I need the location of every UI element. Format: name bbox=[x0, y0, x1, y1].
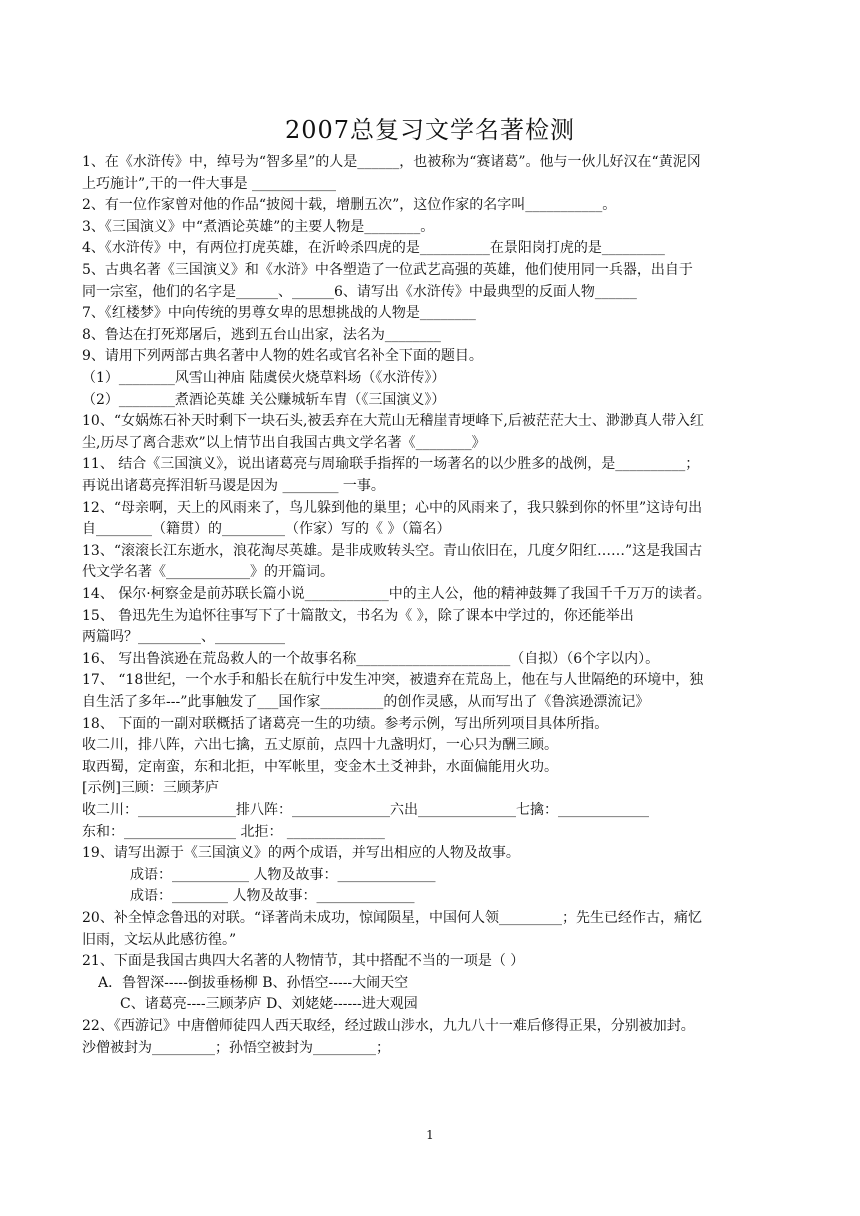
text-line: 取西蜀，定南蛮，东和北拒，中军帐里，变金木土爻神卦，水面偏能用火功。 bbox=[82, 758, 558, 775]
text-line: 12、“母亲啊，天上的风雨来了，鸟儿躲到他的巢里；心中的风雨来了，我只躲到你的怀里”这诗句出 bbox=[82, 499, 703, 516]
text-line: 8、鲁达在打死郑屠后，逃到五台山出家，法名为________ bbox=[82, 326, 441, 343]
text-line: 18、 下面的一副对联概括了诸葛亮一生的功绩。参考示例，写出所列项目具体所指。 bbox=[82, 715, 609, 732]
text-line: 上巧施计”,干的一件大事是 ____________ bbox=[82, 175, 337, 192]
text-line: 自________（籍贯）的_________（作家）写的《 》（篇名） bbox=[82, 521, 451, 538]
text-line: 再说出诸葛亮挥泪斩马谡是因为 ________ 一事。 bbox=[82, 478, 385, 494]
page-number: 1 bbox=[426, 1128, 434, 1142]
text-line: 11、 结合《三国演义》，说出诸葛亮与周瑜联手指挥的一场著名的以少胜多的战例，是__________； bbox=[82, 456, 700, 473]
text-line: 22、《西游记》中唐僧师徒四人西天取经，经过跋山涉水，九九八十一难后修得正果，分别被加封。 bbox=[82, 1018, 695, 1034]
text-line: 收二川：______________排八阵：______________六出______________七擒：_____________ bbox=[82, 802, 649, 818]
text-line: 成语：________ 人物及故事：______________ bbox=[130, 888, 415, 905]
text-line: 自生活了多年---”此事触发了___国作家_________的创作灵感，从而写出了《鲁滨逊漂流记》 bbox=[82, 694, 650, 710]
text-line: 14、 保尔·柯察金是前苏联长篇小说____________中的主人公，他的精神鼓舞了我国千千万万的读者。 bbox=[82, 586, 711, 602]
text-line: A．鲁智深-----倒拔垂杨柳 B、孙悟空-----大闹天空 bbox=[98, 974, 409, 991]
text-line: 4、《水浒传》中，有两位打虎英雄，在沂岭杀四虎的是__________在景阳岗打虎的是_________ bbox=[82, 240, 665, 257]
text-line: 5、古典名著《三国演义》和《水浒》中各塑造了一位武艺高强的英雄，他们使用同一兵器，出自于 bbox=[82, 262, 693, 278]
document-title: 2007总复习文学名著检测 bbox=[284, 116, 576, 144]
text-line: 7、《红楼梦》中向传统的男尊女卑的思想挑战的人物是________ bbox=[82, 305, 476, 322]
text-line: 13、“滚滚长江东逝水，浪花淘尽英雄。是非成败转头空。青山依旧在，几度夕阳红……”这是我国古 bbox=[82, 542, 703, 559]
text-line: [示例]三顾：三顾茅庐 bbox=[82, 780, 219, 797]
text-line: 1、在《水浒传》中，绰号为“智多星”的人是______，也被称为“赛诸葛”。他与一伙儿好汉在“黄泥冈 bbox=[82, 154, 701, 170]
text-line: 15、 鲁迅先生为追怀往事写下了十篇散文，书名为《 》，除了课本中学过的，你还能举出 bbox=[82, 607, 634, 624]
text-line: 16、 写出鲁滨逊在荒岛救人的一个故事名称______________________（自拟）（6个字以内）。 bbox=[82, 650, 660, 667]
text-line: 21、下面是我国古典四大名著的人物情节，其中搭配不当的一项是（ ） bbox=[82, 953, 525, 970]
text-line: 代文学名著《____________》的开篇词。 bbox=[82, 564, 334, 581]
text-line: 两篇吗？_________、__________ bbox=[82, 629, 285, 646]
text-line: 东和：________________ 北拒： ______________ bbox=[82, 823, 385, 840]
text-line: 20、补全悼念鲁迅的对联。“译著尚未成功，惊闻陨星，中国何人领_________；先生已经作古，痛忆 bbox=[82, 910, 702, 926]
text-line: 17、 “18世纪，一个水手和船长在航行中发生冲突，被遗弃在荒岛上，他在与人世隔绝的环境中，独 bbox=[82, 672, 704, 689]
text-line: 19、请写出源于《三国演义》的两个成语，并写出相应的人物及故事。 bbox=[82, 845, 520, 862]
text-line: 3、《三国演义》中“煮酒论英雄”的主要人物是________。 bbox=[82, 218, 435, 235]
text-line: 2、有一位作家曾对他的作品“披阅十载，增删五次”，这位作家的名字叫___________。 bbox=[82, 197, 617, 214]
text-line: 沙僧被封为_________；孙悟空被封为_________； bbox=[82, 1039, 390, 1056]
text-line: C、诸葛亮----三顾茅庐 D、刘姥姥------进大观园 bbox=[120, 996, 418, 1013]
text-line: 旧雨，文坛从此感彷徨。” bbox=[82, 931, 237, 948]
text-line: 成语：___________ 人物及故事：______________ bbox=[130, 866, 436, 883]
text-line: 10、“女娲炼石补天时剩下一块石头,被丢弃在大荒山无稽崖青埂峰下,后被茫茫大士、渺渺真人带入红 bbox=[82, 413, 704, 430]
text-line: 9、请用下列两部古典名著中人物的姓名或官名补全下面的题目。 bbox=[82, 348, 483, 365]
text-line: （1）________风雪山神庙 陆虞侯火烧草料场（《水浒传》） bbox=[82, 370, 446, 386]
text-line: 同一宗室，他们的名字是______、______6、请写出《水浒传》中最典型的反面人物______ bbox=[82, 283, 637, 300]
text-line: （2）________煮酒论英雄 关公赚城斩车胄（《三国演义》） bbox=[82, 391, 446, 408]
text-line: 收二川，排八阵，六出七擒，五丈原前，点四十九盏明灯，一心只为酬三顾。 bbox=[82, 737, 558, 754]
text-line: 尘,历尽了离合悲欢”以上情节出自我国古典文学名著《________》 bbox=[82, 434, 486, 451]
